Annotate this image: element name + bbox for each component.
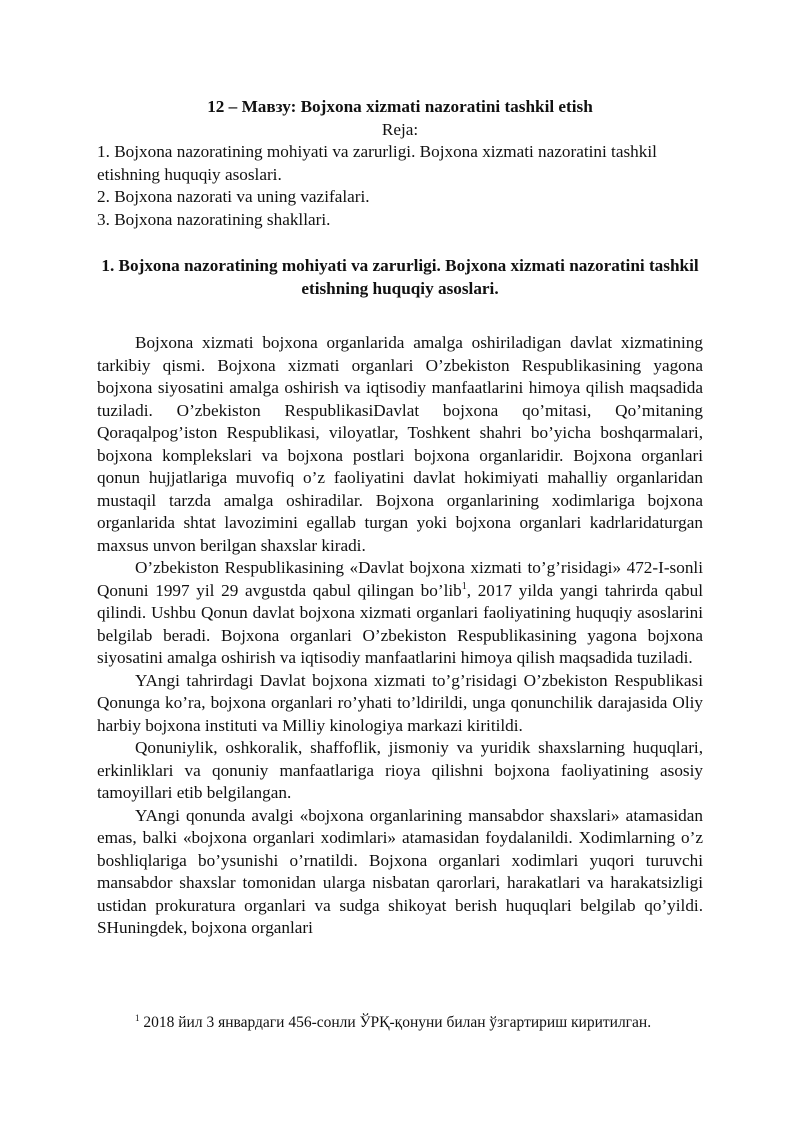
body-paragraph xyxy=(97,557,703,670)
footnote-reference[interactable]: 1 xyxy=(461,580,467,592)
section-heading: 1. Bojxona nazoratining mohiyati va zarurligi. Bojxona xizmati nazoratini tashkil etishning huquqiy asoslari. xyxy=(101,256,699,298)
footnote xyxy=(135,1013,651,1033)
body-paragraph: YAngi qonunda avalgi «bojxona organlarining mansabdor shaxslari» atamasidan emas, balki «bojxona organlari xodimlari» atamasidan foydalanildi. Xodimlarning o’z boshliqlariga bo’ysunishi o’rnatildi. Bojxona organlari xodimlari yuqori turuvchi mansabdor shaxslar tomonidan ularga nisbatan qarorlari, harakatlari va harakatsizligi ustidan prokuratura organlari va sudga shikoyat berish huquqlari belgilab qo’yildi. SHuningdek, bojxona organlari xyxy=(97,805,703,937)
plan-item: 3. Bojxona nazoratining shakllari. xyxy=(97,209,331,229)
footnote-mark: 1 xyxy=(135,1013,140,1023)
footnote-text: 2018 йил 3 январдаги 456-сонли ЎРҚ-қонуни билан ўзгартириш киритилган. xyxy=(139,1014,652,1031)
plan-label: Reja: xyxy=(381,119,419,139)
body-paragraph: Qonuniylik, oshkoralik, shaffoflik, jismoniy va yuridik shaxslarning huquqlari, erkinliklari va qonuniy manfaatlariga rioya qilishni bojxona faoliyatining asosiy tamoyillari etib belgilangan. xyxy=(97,738,703,802)
plan-list xyxy=(97,141,703,231)
body-paragraph: Bojxona xizmati bojxona organlarida amalga oshiriladigan davlat xizmatining tarkibiy qismi. Bojxona xizmati organlari O’zbekiston Respublikasining yagona bojxona siyosatini amalga oshirish va iqtisodiy manfaatlarini himoya qilish maqsadida tuziladi. O’zbekiston RespublikasiDavlat bojxona qo’mitasi, Qo’mitaning Qoraqalpog’iston Respublikasi, viloyatlar, Toshkent shahri bo’yicha boshqarmalari, bojxona komplekslari va bojxona postlari bojxona organlaridir. Bojxona organlari qonun hujjatlariga muvofiq o’z faoliyatini davlat hokimiyati mahalliy organlaridan mustaqil tarzda amalga oshiradilar. Bojxona organlarining xodimlariga bojxona organlarida shtat lavozimini egallab turgan yoki bojxona organlari kadrlaridaturgan maxsus unvon berilgan shaxslar kiradi. xyxy=(97,333,703,555)
paragraph-text: , 2017 yilda yangi tahrirda qabul qilindi. Ushbu Qonun davlat bojxona xizmati organlari faoliyatining huquqiy asoslarini belgilab beradi. Bojxona organlari O’zbekiston Respublikasining yagona bojxona siyosatini amalga oshirish va iqtisodiy manfaatlarini himoya qilish maqsadida tuziladi. xyxy=(97,580,704,667)
plan-item: 2. Bojxona nazorati va uning vazifalari. xyxy=(97,187,370,206)
body-paragraph: YAngi tahrirdagi Davlat bojxona xizmati to’g’risidagi O’zbekiston Respublikasi Qonunga ko’ra, bojxona organlari ro’yhati to’ldirildi, unga qonunchilik darajasida Oliy harbiy bojxona instituti va Milliy kinologiya markazi kiritildi. xyxy=(97,670,703,735)
page-title: 12 – Мавзу: Bojxona xizmati nazoratini tashkil etish xyxy=(207,97,593,116)
document-page xyxy=(97,96,703,940)
plan-item: 1. Bojxona nazoratining mohiyati va zarurligi. Bojxona xizmati nazoratini tashkil etishning huquqiy asoslari. xyxy=(97,142,657,184)
paragraph-text: O’zbekiston Respublikasining «Davlat bojxona xizmati to’g’risidagi» 472-I-sonli Qonuni 1997 yil 29 avgustda qabul qilingan bo’lib xyxy=(97,558,703,600)
